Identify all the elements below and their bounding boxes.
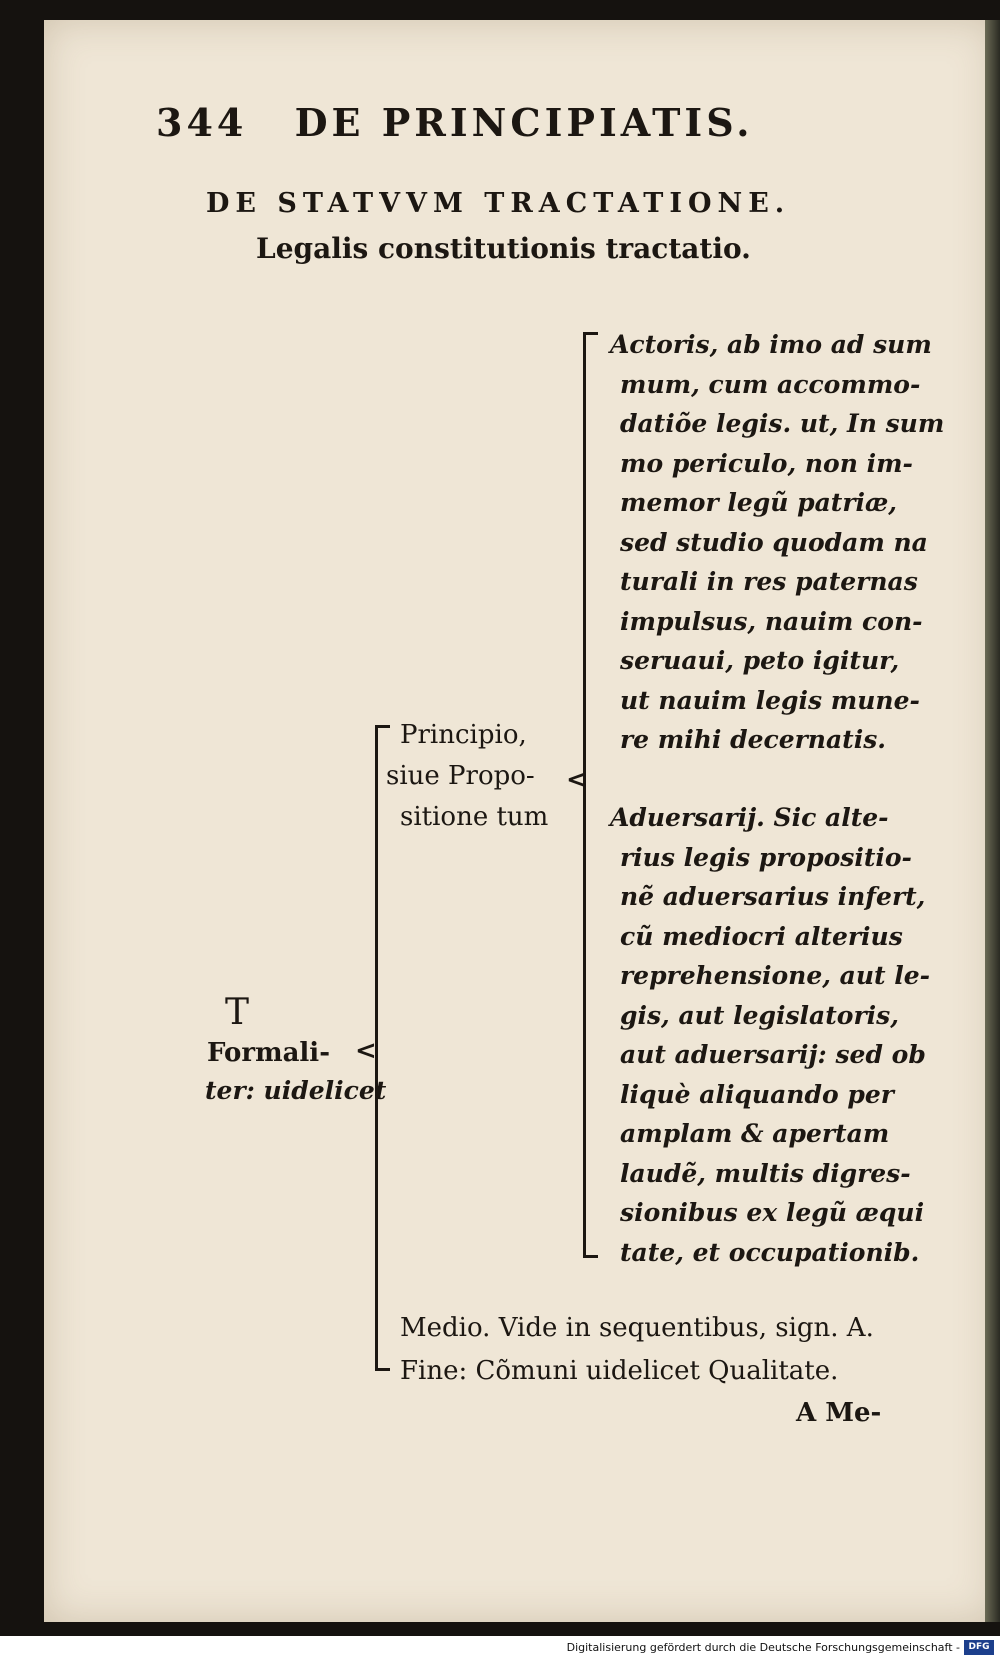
- actor-line: Actoris, ab imo ad sum: [610, 330, 932, 359]
- actor-line: ut nauim legis mune-: [620, 685, 920, 715]
- principio-line2: siue Propo-: [386, 761, 535, 791]
- actor-line: impulsus, nauim con-: [620, 606, 923, 636]
- adversary-line: liquè aliquando per: [620, 1079, 894, 1109]
- catchword: A Me-: [796, 1398, 882, 1428]
- footer-credit: Digitalisierung gefördert durch die Deutsche Forschungsgemeinschaft -: [566, 1641, 960, 1654]
- actor-line: re mihi decernatis.: [620, 725, 886, 754]
- inner-brace: [583, 332, 598, 1258]
- section-subtitle: Legalis constitutionis tractatio.: [256, 232, 751, 265]
- adversary-line: aut aduersarij: sed ob: [620, 1040, 926, 1069]
- actor-line: sed studio quodam na: [620, 527, 928, 557]
- fine-line: Fine: Cõmuni uidelicet Qualitate.: [400, 1356, 839, 1386]
- running-title: DE PRINCIPIATIS.: [294, 100, 754, 145]
- adversary-line: Aduersarij. Sic alte-: [610, 803, 889, 832]
- adversary-line: reprehensione, aut le-: [620, 961, 931, 990]
- section-mark-icon: T: [225, 992, 250, 1033]
- principio-line1: Principio,: [400, 720, 527, 750]
- adversary-line: sionibus ex legũ æqui: [620, 1198, 925, 1227]
- dfg-logo-icon: DFG: [964, 1640, 994, 1655]
- actor-line: datiõe legis. ut, In sum: [620, 409, 945, 438]
- adversary-line: rius legis propositio-: [620, 842, 912, 872]
- page-edge: [985, 20, 1000, 1622]
- page-header: [156, 100, 754, 145]
- left-label-line1: Formali-: [207, 1038, 330, 1068]
- adversary-line: cũ mediocri alterius: [620, 921, 903, 951]
- actor-line: seruaui, peto igitur,: [620, 646, 900, 675]
- adversary-line: nẽ aduersarius infert,: [620, 882, 926, 911]
- outer-brace: [375, 725, 390, 1371]
- adversary-line: tate, et occupationib.: [620, 1237, 920, 1267]
- actor-line: mo periculo, non im-: [620, 448, 913, 478]
- adversary-line: gis, aut legislatoris,: [620, 1000, 899, 1030]
- actor-line: memor legũ patriæ,: [620, 488, 898, 517]
- adversary-line: laudẽ, multis digres-: [620, 1158, 911, 1188]
- adversary-line: amplam & apertam: [620, 1119, 890, 1148]
- left-label-line2: ter: uidelicet: [205, 1076, 387, 1105]
- actor-line: mum, cum accommo-: [620, 369, 921, 399]
- inner-brace-tip: <: [566, 765, 588, 795]
- digitization-footer: [0, 1636, 1000, 1659]
- medio-line: Medio. Vide in sequentibus, sign. A.: [400, 1313, 874, 1343]
- section-title: DE STATVVM TRACTATIONE.: [206, 188, 791, 219]
- outer-brace-tip: <: [355, 1036, 377, 1066]
- page-number: 344: [156, 100, 248, 145]
- principio-line3: sitione tum: [400, 802, 549, 832]
- actor-line: turali in res paternas: [620, 567, 918, 596]
